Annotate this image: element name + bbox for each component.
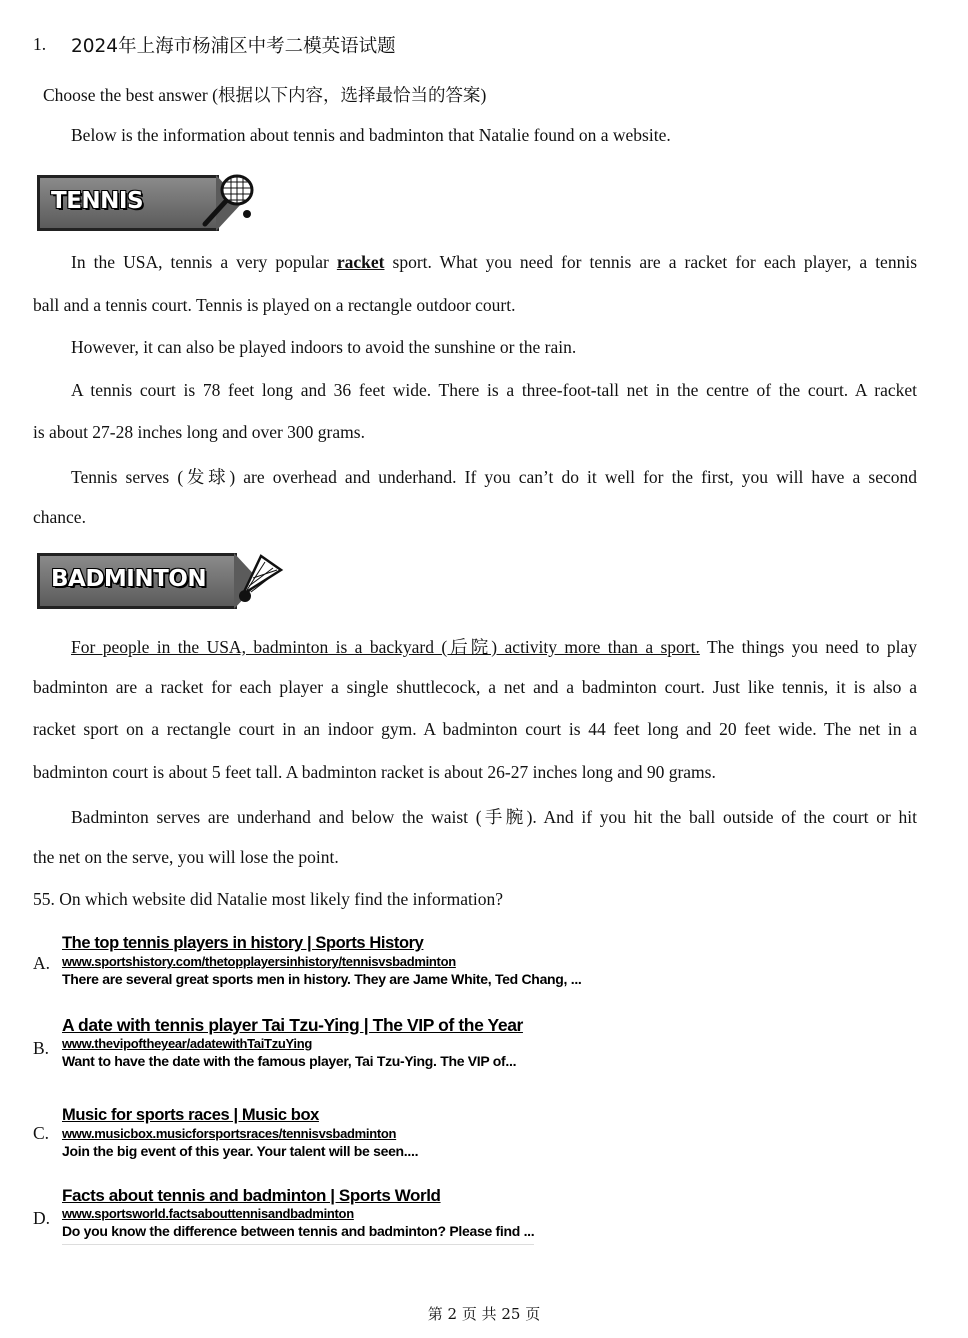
option-b-desc: Want to have the date with the famous player, Tai Tzu-Ying. The VIP of... <box>62 1053 517 1069</box>
shuttlecock-icon <box>235 550 287 606</box>
option-b-snippet[interactable] <box>62 1016 523 1071</box>
option-b-url[interactable]: www.thevipoftheyear/adatewithTaiTzuYing <box>62 1036 313 1051</box>
option-c-title[interactable]: Music for sports races | Music box <box>62 1106 319 1124</box>
intro-text: Below is the information about tennis and badminton that Natalie found on a website. <box>71 125 671 145</box>
option-c-url[interactable]: www.musicbox.musicforsportsraces/tennisvsbadminton <box>62 1126 397 1141</box>
instruction: Choose the best answer (根据以下内容，选择最恰当的答案) <box>43 85 487 105</box>
badminton-p1-line2: badminton are a racket for each player a single shuttlecock, a net and a badminton court. Just like tennis, it is also a <box>33 677 917 697</box>
question-number: 1. <box>33 34 47 54</box>
tennis-racket-icon <box>197 172 259 234</box>
option-b-letter: B. <box>33 1038 50 1058</box>
option-d-letter: D. <box>33 1208 51 1228</box>
option-c-letter: C. <box>33 1123 50 1143</box>
exam-title: 2024年上海市杨浦区中考二模英语试题 <box>71 36 396 57</box>
badminton-p1-line1: For people in the USA, badminton is a backyard (后院) activity more than a sport. The things you need to play <box>71 637 918 657</box>
tennis-banner-label: TENNIS <box>51 188 144 214</box>
option-a-url[interactable]: www.sportshistory.com/thetopplayersinhistory/tennisvsbadminton <box>62 954 456 969</box>
badminton-banner-label: BADMINTON <box>51 566 207 592</box>
tennis-banner <box>37 172 267 234</box>
badminton-banner <box>37 550 297 612</box>
option-a-title[interactable]: The top tennis players in history | Sports History <box>62 934 424 952</box>
option-a-snippet[interactable] <box>62 934 582 989</box>
tennis-p4-line1: Tennis serves (发球) are overhead and underhand. If you can’t do it well for the first, you will have a second <box>71 467 917 487</box>
tennis-p1-line2: ball and a tennis court. Tennis is played on a rectangle outdoor court. <box>33 295 516 315</box>
option-c-snippet[interactable] <box>62 1106 418 1161</box>
tennis-p2: However, it can also be played indoors to avoid the sunshine or the rain. <box>71 337 577 357</box>
option-d-snippet[interactable] <box>62 1186 534 1245</box>
badminton-p1-line3: racket sport on a rectangle court in an indoor gym. A badminton court is 44 feet long and 20 feet wide. The net in a <box>33 719 917 739</box>
badminton-p2-line2: the net on the serve, you will lose the point. <box>33 847 339 867</box>
option-b-title[interactable]: A date with tennis player Tai Tzu-Ying | The VIP of the Year <box>62 1015 523 1035</box>
tennis-p1-line1: In the USA, tennis a very popular racket sport. What you need for tennis are a racket for each player, a tennis <box>71 252 917 272</box>
racket-keyword: racket <box>336 252 385 272</box>
option-a-desc: There are several great sports men in history. They are Jame White, Ted Chang, ... <box>62 971 582 987</box>
option-d-title[interactable]: Facts about tennis and badminton | Sports World <box>62 1186 441 1205</box>
option-d-desc: Do you know the difference between tennis and badminton? Please find ... <box>62 1223 535 1239</box>
question-55: 55. On which website did Natalie most likely find the information? <box>33 889 503 909</box>
badminton-p1-line4: badminton court is about 5 feet tall. A badminton racket is about 26-27 inches long and 90 grams. <box>33 762 716 782</box>
option-a-letter: A. <box>33 953 51 973</box>
option-c-desc: Join the big event of this year. Your talent will be seen.... <box>62 1143 419 1159</box>
page-footer: 第 2 页 共 25 页 <box>427 1305 541 1323</box>
tennis-p3-line1: A tennis court is 78 feet long and 36 feet wide. There is a three-foot-tall net in the centre of the court. A racket <box>71 380 917 400</box>
underlined-sentence: For people in the USA, badminton is a backyard (后院) activity more than a sport. <box>71 637 700 657</box>
option-d-url[interactable]: www.sportsworld.factsabouttennisandbadminton <box>62 1206 354 1221</box>
badminton-p2-line1: Badminton serves are underhand and below the waist (手腕). And if you hit the ball outside of the court or hit <box>71 807 917 827</box>
tennis-p4-line2: chance. <box>33 507 86 527</box>
tennis-p3-line2: is about 27-28 inches long and over 300 grams. <box>33 422 365 442</box>
